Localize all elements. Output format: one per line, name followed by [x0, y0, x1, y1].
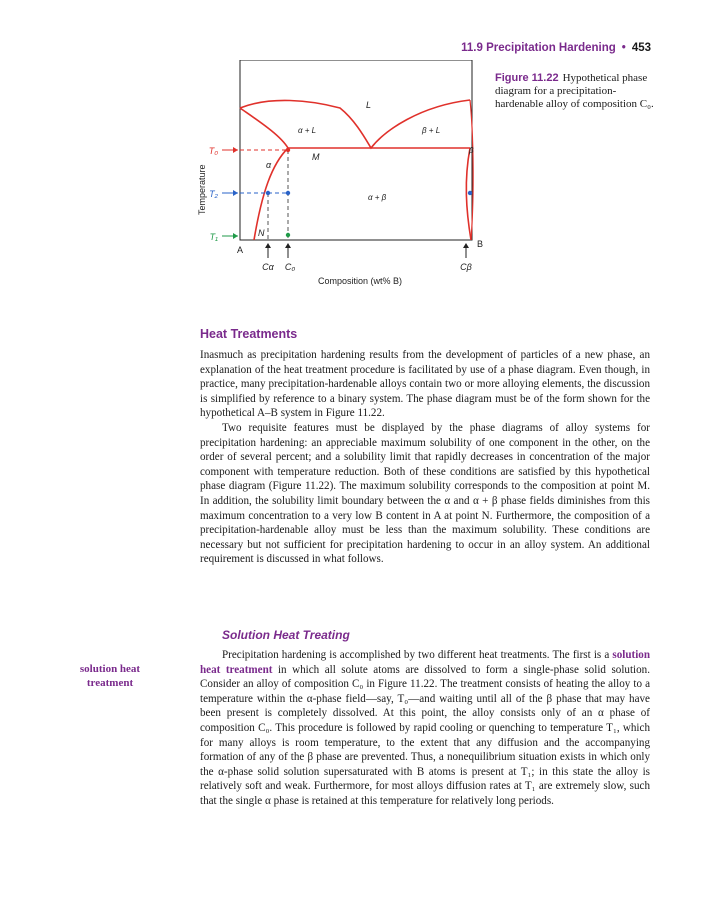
t0-arrowhead [233, 147, 238, 153]
region-label-alpha-l: α + L [298, 126, 317, 135]
section-body [200, 348, 650, 567]
subsection-heading: Solution Heat Treating [222, 628, 350, 642]
c0-arrowhead [285, 243, 291, 248]
point-beta [468, 191, 472, 195]
point-label-n: N [258, 228, 265, 238]
subsection-body [200, 648, 650, 809]
point-label-m: M [312, 152, 320, 162]
point-t2-right [286, 191, 290, 195]
cb-arrowhead [463, 243, 469, 248]
page-number: 453 [631, 42, 651, 54]
temp-label-t1: T₁ [209, 232, 218, 242]
paragraph-3-part-1: Precipitation hardening is accomplished by two different heat treatments. The first is a [222, 649, 613, 661]
point-t0 [286, 148, 290, 152]
y-axis-label: Temperature [197, 164, 207, 215]
temp-label-t2: T₂ [209, 189, 218, 199]
end-label-b: B [476, 239, 484, 249]
figure-caption [495, 72, 655, 111]
liquidus-line [240, 100, 470, 148]
point-t2-left [266, 191, 270, 195]
region-label-beta-l: β + L [422, 126, 441, 135]
t2-arrowhead [233, 190, 238, 196]
defined-term: solution heat treatment [200, 649, 650, 676]
solidus-alpha-line [240, 108, 288, 148]
region-label-alpha: α [266, 160, 272, 170]
paragraph-3-part-2: in which all solute atoms are dissolved to form a single-phase solid solution. Consider an alloy of composition C₀ in Figure 11.22. The treatment consists of heating the alloy to a temperature within the α-phase field—say, T₀—and waiting until all of the β phase that may have been present is completely dissolved. At this point, the alloy consists only of an α phase of composition C₀. This procedure is followed by rapid cooling or quenching to temperature T₁, which for many alloys is room temperature, to the extent that any diffusion and the accompanying formation of any of the β phase are prevented. Thus, a nonequilibrium situation exists in which only the α-phase solid solution supersaturated with B atoms is present at T₁; in this state the alloy is relatively soft and weak. Furthermore, for most alloys diffusion rates at T₁ are extremely slow, such that the single α phase is retained at this temperature for relatively long periods. [200, 663, 650, 807]
section-heading: Heat Treatments [200, 327, 298, 341]
temp-label-t0: T₀ [208, 146, 218, 156]
diagram-frame [240, 60, 472, 240]
region-label-beta: β [469, 146, 474, 155]
t1-arrowhead [233, 233, 238, 239]
paragraph-1: Inasmuch as precipitation hardening results from the development of particles of a new phase, an explanation of the heat treatment procedure is facilitated by use of a phase diagram. Even though, in practice, many precipitation-hardenable alloys contain two or more alloying elements, the discussion is simplified by reference to a binary system. The phase diagram must be of the form shown for the hypothetical A–B system in Figure 11.22. [200, 349, 650, 420]
margin-term: solution heat treatment [79, 663, 141, 689]
ca-arrowhead [265, 243, 271, 248]
running-head-section: 11.9 Precipitation Hardening [461, 42, 616, 54]
comp-label-cb: Cβ [460, 262, 472, 272]
figure-label: Figure 11.22 [495, 72, 559, 84]
x-axis-label: Composition (wt% B) [317, 276, 403, 286]
phase-diagram [190, 60, 490, 300]
paragraph-2: Two requisite features must be displayed by the phase diagrams of alloy systems for precipitation hardening: an appreciable maximum solubility of one component in the other, on the order of several percent; and a solubility limit that rapidly decreases in concentration of the major component with temperature reduction. Both of these conditions are satisfied by this hypothetical phase diagram (Figure 11.22). The maximum solubility corresponds to the composition at point M. In addition, the solubility limit boundary between the α and α + β phase fields diminishes from this maximum concentration to a very low B content in A at point N. Furthermore, the composition of a precipitation-hardenable alloy must be less than the maximum solubility. These conditions are necessary but not sufficient for precipitation hardening to occur in an alloy system. An additional requirement is discussed in what follows. [200, 421, 650, 566]
running-head [461, 42, 651, 54]
figure-caption-text: Hypothetical phase diagram for a precipitation-hardenable alloy of composition C₀. [495, 72, 654, 110]
point-t1 [286, 233, 290, 237]
comp-label-c0: C₀ [284, 262, 296, 272]
running-head-bullet: • [621, 42, 626, 54]
region-label-alpha-beta: α + β [368, 193, 387, 202]
paragraph-3 [200, 648, 650, 809]
end-label-a: A [236, 245, 244, 255]
comp-label-ca: Cα [262, 262, 274, 272]
region-label-l: L [366, 100, 372, 110]
